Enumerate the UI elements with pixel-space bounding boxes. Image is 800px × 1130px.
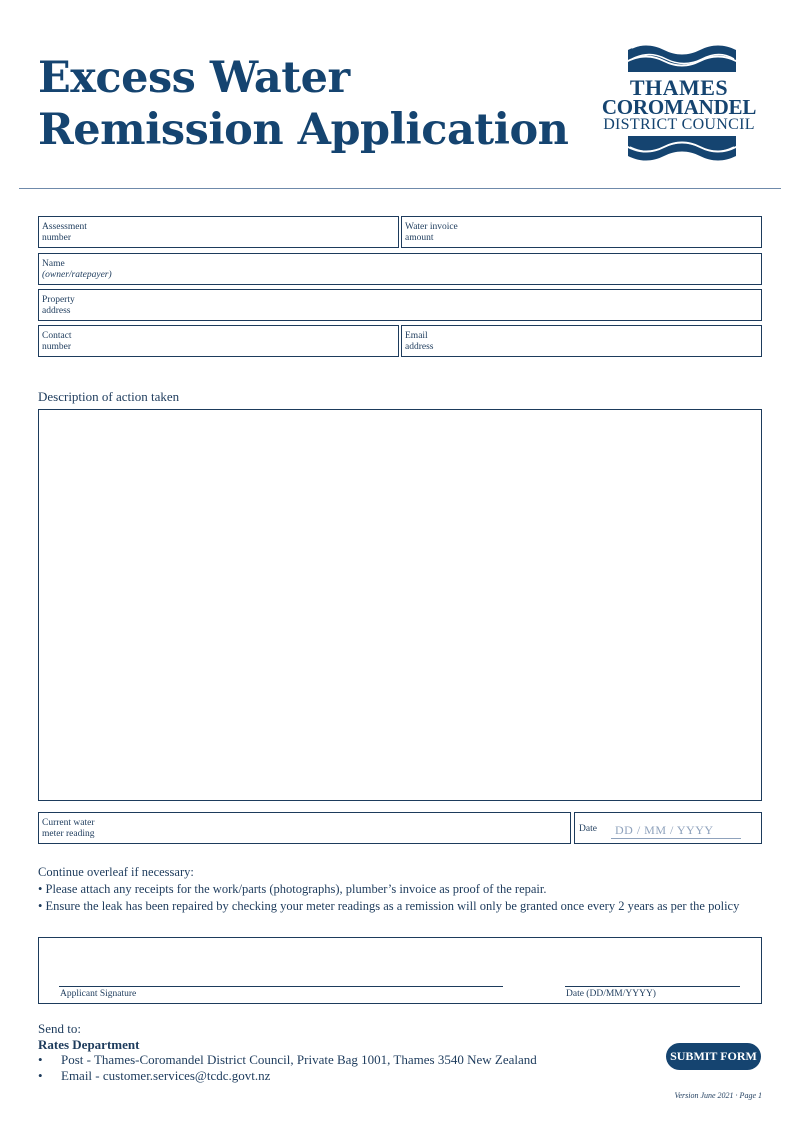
signature-date-line bbox=[565, 986, 740, 987]
send-intro: Send to: bbox=[38, 1021, 81, 1036]
logo-line-3: DISTRICT COUNCIL bbox=[603, 116, 755, 133]
date-field[interactable] bbox=[574, 812, 762, 844]
notes-item: • Please attach any receipts for the work/parts (photographs), plumber’s invoice as proof of the repair. bbox=[38, 882, 547, 896]
send-list bbox=[38, 1052, 537, 1083]
send-to-section bbox=[38, 1021, 537, 1083]
email-address-label: Email address bbox=[405, 331, 434, 352]
invoice-amount-label: Water invoice amount bbox=[405, 222, 458, 243]
logo-line-2: COROMANDEL bbox=[601, 95, 757, 119]
date-label: Date bbox=[579, 824, 597, 834]
signature-date-label: Date (DD/MM/YYYY) bbox=[566, 989, 656, 999]
contact-number-field[interactable] bbox=[38, 325, 399, 357]
assessment-number-label: Assessment number bbox=[42, 222, 87, 243]
invoice-amount-field[interactable] bbox=[401, 216, 762, 248]
notes-intro: Continue overleaf if necessary: bbox=[38, 865, 194, 879]
meter-reading-label: Current water meter reading bbox=[42, 818, 95, 839]
description-title: Description of action taken bbox=[38, 389, 180, 404]
version-footer: Version June 2021 · Page 1 bbox=[674, 1091, 762, 1100]
send-email[interactable]: • Email - customer.services@tcdc.govt.nz bbox=[38, 1068, 537, 1084]
property-address-field[interactable] bbox=[38, 289, 762, 321]
send-post: • Post - Thames-Coromandel District Council, Private Bag 1001, Thames 3540 New Zealand bbox=[38, 1052, 537, 1068]
contact-number-label: Contact number bbox=[42, 331, 72, 352]
date-input[interactable]: DD / MM / YYYY bbox=[611, 823, 741, 839]
name-field[interactable] bbox=[38, 253, 762, 285]
meter-reading-field[interactable] bbox=[38, 812, 571, 844]
email-address-field[interactable] bbox=[401, 325, 762, 357]
signature-label: Applicant Signature bbox=[60, 989, 137, 999]
signature-line bbox=[59, 986, 503, 987]
assessment-number-field[interactable] bbox=[38, 216, 399, 248]
submit-form-button[interactable]: SUBMIT FORM bbox=[666, 1043, 761, 1070]
send-department: Rates Department bbox=[38, 1036, 140, 1052]
header-divider bbox=[19, 188, 781, 189]
logo-line-1: THAMES bbox=[629, 75, 729, 100]
notes-item: • Ensure the leak has been repaired by checking your meter readings as a remission will only be granted once every 2 years as per the policy bbox=[38, 899, 740, 913]
name-label: Name (owner/ratepayer) bbox=[42, 259, 112, 280]
property-address-label: Property address bbox=[42, 295, 75, 316]
title-line-2: Remission Application bbox=[38, 105, 569, 155]
title-line-1: Excess Water bbox=[38, 53, 350, 103]
notes bbox=[38, 864, 739, 915]
page-title bbox=[38, 52, 568, 156]
description-textarea[interactable] bbox=[38, 409, 762, 801]
signature-box[interactable] bbox=[38, 937, 762, 1004]
council-logo bbox=[594, 42, 764, 166]
